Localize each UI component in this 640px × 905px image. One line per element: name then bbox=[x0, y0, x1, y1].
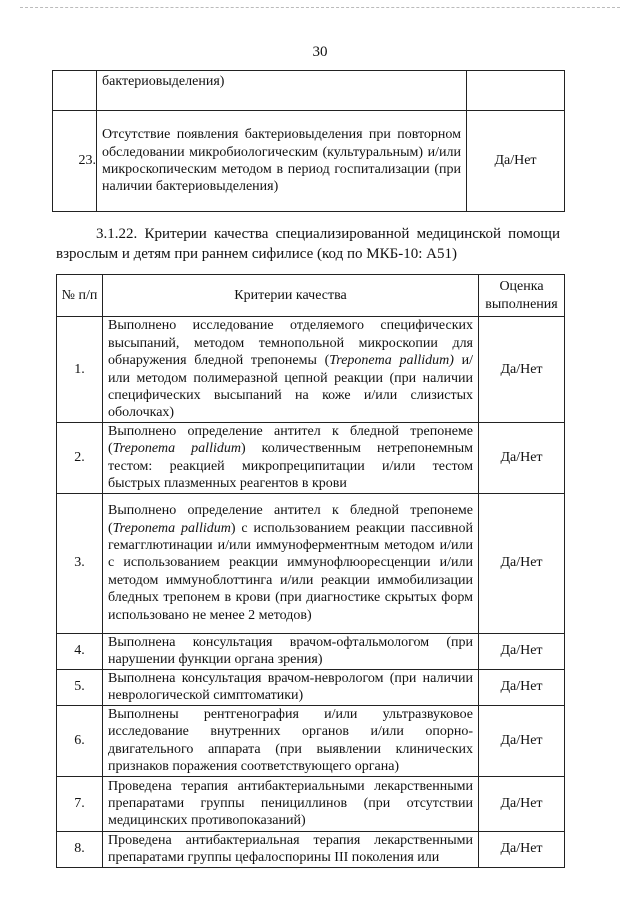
criteria-text: бактериовыделения) bbox=[97, 71, 467, 111]
criteria-text: Проведена терапия антибактериальными лекарственными препаратами группы пенициллинов (при отсутствии медицинских противопоказаний) bbox=[103, 776, 479, 831]
criteria-text: Отсутствие появления бактериовыделения при повторном обследовании микробиологическим (культуральным) и/или микроскопическим методом в период госпитализации (при наличии бактериовыделения) bbox=[97, 111, 467, 212]
row-number bbox=[53, 71, 97, 111]
row-number: 7. bbox=[57, 776, 103, 831]
answer-cell: Да/Нет bbox=[479, 669, 565, 705]
answer-cell: Да/Нет bbox=[479, 831, 565, 867]
table-row bbox=[57, 705, 565, 776]
row-number: 2. bbox=[57, 423, 103, 494]
italic-term: Treponema pallidum bbox=[112, 441, 241, 457]
criteria-text: Выполнена консультация врачом-офтальмологом (при нарушении функции органа зрения) bbox=[103, 633, 479, 669]
scan-edge-line bbox=[20, 7, 620, 8]
criteria-text: Выполнено определение антител к бледной трепонеме (Treponema pallidum) с использованием реакции пассивной гемагглютинации и/или иммуноферментным методом и/или с использованием реакции иммунофлюоресценции и/или методом иммуноблоттинга и/или реакции иммобилизации бледных трепонем в крови (при диагностике скрытых форм использовано не менее 2 методов) bbox=[103, 493, 479, 633]
previous-criteria-table bbox=[52, 70, 565, 212]
table-row bbox=[57, 776, 565, 831]
row-number: 5. bbox=[57, 669, 103, 705]
answer-cell bbox=[467, 71, 565, 111]
row-number: 23. bbox=[53, 111, 97, 212]
table-row bbox=[57, 317, 565, 423]
table-row bbox=[57, 669, 565, 705]
answer-cell: Да/Нет bbox=[479, 705, 565, 776]
criteria-text: Выполнена консультация врачом-неврологом (при наличии неврологической симптоматики) bbox=[103, 669, 479, 705]
header-criteria: Критерии качества bbox=[103, 275, 479, 317]
italic-term: Treponema pallidum) bbox=[329, 353, 454, 369]
table-row bbox=[57, 493, 565, 633]
table-row bbox=[57, 423, 565, 494]
answer-cell: Да/Нет bbox=[479, 317, 565, 423]
table-header-row bbox=[57, 275, 565, 317]
table-row bbox=[53, 111, 565, 212]
table-row bbox=[53, 71, 565, 111]
criteria-text: Проведена антибактериальная терапия лекарственными препаратами группы цефалоспорины III поколения или bbox=[103, 831, 479, 867]
answer-cell: Да/Нет bbox=[479, 776, 565, 831]
row-number: 4. bbox=[57, 633, 103, 669]
italic-term: Treponema pallidum bbox=[112, 520, 231, 536]
table-row bbox=[57, 633, 565, 669]
table-row bbox=[57, 831, 565, 867]
header-score: Оценка выполнения bbox=[479, 275, 565, 317]
answer-cell: Да/Нет bbox=[479, 633, 565, 669]
answer-cell: Да/Нет bbox=[479, 493, 565, 633]
row-number: 1. bbox=[57, 317, 103, 423]
answer-cell: Да/Нет bbox=[467, 111, 565, 212]
row-number: 6. bbox=[57, 705, 103, 776]
criteria-text: Выполнены рентгенография и/или ультразвуковое исследование внутренних органов и/или опорно-двигательного аппарата (при выявлении клинических признаков поражения соответствующего органа) bbox=[103, 705, 479, 776]
row-number: 8. bbox=[57, 831, 103, 867]
page-number: 30 bbox=[312, 44, 328, 60]
criteria-table bbox=[56, 274, 565, 868]
row-number: 3. bbox=[57, 493, 103, 633]
criteria-text: Выполнено исследование отделяемого специфических высыпаний, методом темнопольной микроскопии для обнаружения бледной трепонемы (Treponema pallidum) и/или методом полимеразной цепной реакции (при наличии специфических высыпаний на коже и/или слизистых оболочках) bbox=[103, 317, 479, 423]
answer-cell: Да/Нет bbox=[479, 423, 565, 494]
section-heading: 3.1.22. Критерии качества специализированной медицинской помощи взрослым и детям при раннем сифилисе (код по МКБ-10: А51) bbox=[56, 226, 560, 262]
criteria-text: Выполнено определение антител к бледной трепонеме (Treponema pallidum) количественным нетрепонемным тестом: реакцией микропреципитации и/или тестом быстрых плазменных реагентов в крови bbox=[103, 423, 479, 494]
header-number: № п/п bbox=[57, 275, 103, 317]
